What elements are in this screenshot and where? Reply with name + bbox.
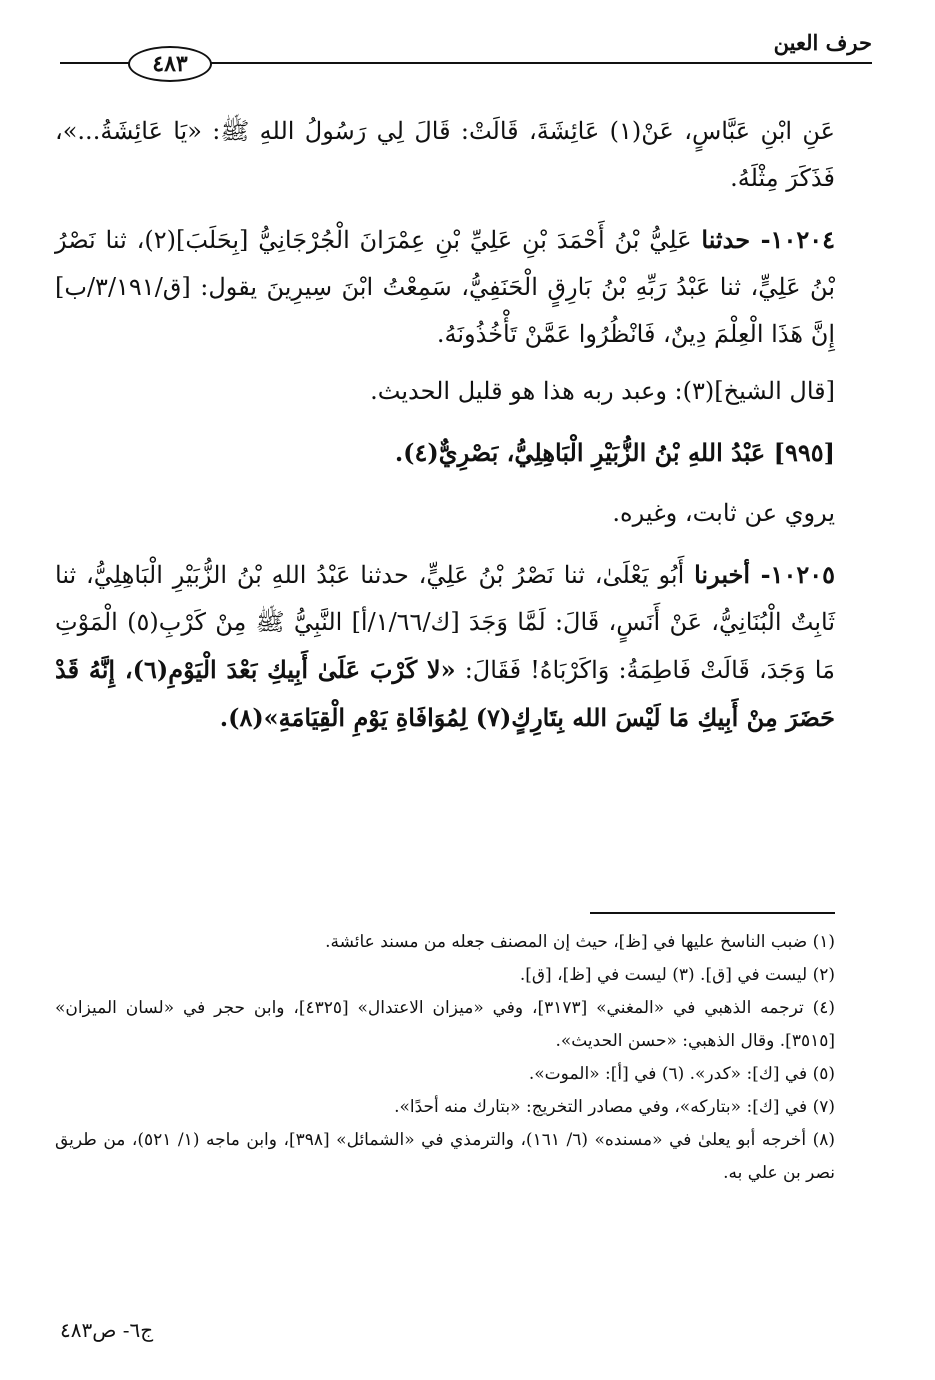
hadith-10204-label: ١٠٢٠٤- حدثنا xyxy=(701,225,835,254)
footnote-1: (١) ضبب الناسخ عليها في [ظ]، حيث إن المصنف جعله من مسند عائشة. xyxy=(325,932,835,952)
hadith-10205 xyxy=(55,551,835,742)
main-text xyxy=(55,108,835,752)
paragraph-1: عَنِ ابْنِ عَبَّاسٍ، عَنْ(١) عَائِشَةَ، قَالَتْ: قَالَ لِي رَسُولُ اللهِ ﷺ: «يَا عَائِشَةُ...»، فَذَكَرَ مِثْلَهُ. xyxy=(55,117,835,192)
footnotes xyxy=(55,926,835,1190)
hadith-10205-quote: «لا كَرْبَ عَلَىٰ أَبِيكِ بَعْدَ الْيَوْمِ(٦)، إِنَّهُ قَدْ حَضَرَ مِنْ أَبِيكِ مَا لَيْسَ الله بِتَارِكٍ(٧) لِمُوَافَاةِ يَوْمِ الْقِيَامَةِ»(٨). xyxy=(55,655,835,732)
footnote-2-3: (٢) ليست في [ق]. (٣) ليست في [ظ]، [ق]. xyxy=(519,965,835,985)
shaykh-label: [قال الشيخ](٣) xyxy=(682,377,835,405)
page-number-badge: ٤٨٣ xyxy=(128,46,212,82)
chapter-title: حرف العين xyxy=(773,30,872,55)
narrator-note: يروي عن ثابت، وغيره. xyxy=(612,499,835,527)
hadith-10204 xyxy=(55,216,835,358)
shaykh-comment xyxy=(55,368,835,415)
footnote-7: (٧) في [ك]: «بتاركه»، وفي مصادر التخريج: «بتارك منه أحدًا». xyxy=(394,1097,835,1117)
volume-page-reference: ج٦- ص٤٨٣ xyxy=(60,1318,154,1342)
hadith-10205-label: ١٠٢٠٥- أخبرنا xyxy=(694,560,835,589)
footnote-separator xyxy=(590,912,835,914)
entry-heading: [٩٩٥] عَبْدُ اللهِ بْنُ الزُّبَيْرِ الْبَاهِلِيُّ، بَصْرِيٌّ(٤). xyxy=(394,438,835,467)
shaykh-text: : وعبد ربه هذا هو قليل الحديث. xyxy=(370,377,683,405)
footnote-8: (٨) أخرجه أبو يعلىٰ في «مسنده» (٦/ ١٦١)، والترمذي في «الشمائل» [٣٩٨]، وابن ماجه (١/ ٥٢١)، من طريق نصر بن علي به. xyxy=(55,1130,836,1183)
hadith-10204-text: عَلِيُّ بْنُ أَحْمَدَ بْنِ عَلِيِّ بْنِ عِمْرَانَ الْجُرْجَانِيُّ [بِحَلَبَ](٢)، ثنا نَصْرُ بْنُ عَلِيٍّ، ثنا عَبْدُ رَبِّهِ بْنُ بَارِقٍ الْحَنَفِيُّ، سَمِعْتُ ابْنَ سِيرِينَ يقول: [ق/٣/١٩١/ب] إِنَّ هَذَا الْعِلْمَ دِينٌ، فَانْظُرُوا عَمَّنْ تَأْخُذُونَهُ. xyxy=(55,226,835,348)
footnote-5-6: (٥) في [ك]: «كدر». (٦) في [أ]: «الموت». xyxy=(528,1064,835,1084)
page-header xyxy=(60,28,872,88)
hadith-10205-text: أَبُو يَعْلَىٰ، ثنا نَصْرُ بْنُ عَلِيٍّ، حدثنا عَبْدُ اللهِ بْنُ الزُّبَيْرِ الْبَاهِلِيُّ، ثنا ثَابِتٌ الْبُنَانِيُّ، عَنْ أَنَسٍ، قَالَ: لَمَّا وَجَدَ [ك/١/٦٦/أ] النَّبِيُّ ﷺ مِنْ كَرْبِ(٥) الْمَوْتِ مَا وَجَدَ، قَالَتْ فَاطِمَةُ: وَاكَرْبَاهُ! فَقَالَ: xyxy=(55,561,835,684)
footnote-4: (٤) ترجمه الذهبي في «المغني» [٣١٧٣]، وفي «ميزان الاعتدال» [٤٣٢٥]، وابن حجر في «لسان الميزان» [٣٥١٥]. وقال الذهبي: «حسن الحديث». xyxy=(55,998,836,1051)
